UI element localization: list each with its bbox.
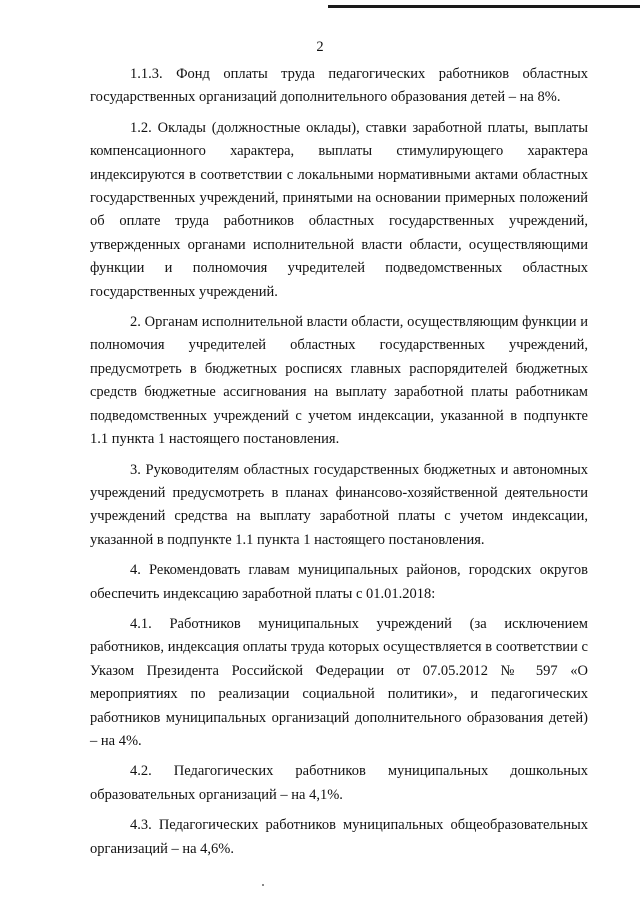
- paragraph-1-2: 1.2. Оклады (должностные оклады), ставки заработной платы, выплаты компенсационного характера, выплаты стимулирующего характера индексируются в соответствии с локальными нормативными актами областных государственных учреждений, принятыми на основании примерных положений об оплате труда работников областных государственных учреждений, утвержденных органами исполнительной власти области, осуществляющими функции и полномочия учредителей подведомственных областных государственных учреждений.: [90, 119, 588, 300]
- scan-speck: [262, 884, 264, 886]
- paragraph-4-3: 4.3. Педагогических работников муниципальных общеобразовательных организаций – на 4,6%.: [90, 817, 588, 857]
- paragraph-3: 3. Руководителям областных государственных бюджетных и автономных учреждений предусмотреть в планах финансово-хозяйственной деятельности учреждений средства на выплату заработной платы с учетом индексации, указанной в подпункте 1.1 пункта 1 настоящего постановления.: [90, 461, 588, 548]
- paragraph-1-1-3: 1.1.3. Фонд оплаты труда педагогических работников областных государственных организаций дополнительного образования детей – на 8%.: [90, 66, 588, 106]
- paragraph-2: 2. Органам исполнительной власти области, осуществляющим функции и полномочия учредителей областных государственных учреждений, предусмотреть в бюджетных росписях главных распорядителей бюджетных средств бюджетные ассигнования на выплату заработной платы работникам подведомственных учреждений с учетом индексации, указанной в подпункте 1.1 пункта 1 настоящего постановления.: [90, 314, 588, 448]
- paragraph-4: 4. Рекомендовать главам муниципальных районов, городских округов обеспечить индексацию заработной платы с 01.01.2018:: [90, 562, 588, 602]
- page-number: 2: [316, 39, 324, 55]
- document-body: [90, 63, 588, 861]
- paragraph-4-1: 4.1. Работников муниципальных учреждений (за исключением работников, индексация оплаты труда которых осуществляется в соответствии с Указом Президента Российской Федерации от 07.05.2012 № 597 «О мероприятиях по реализации социальной политики», и педагогических работников муниципальных организаций дополнительного образования детей) – на 4%.: [90, 615, 588, 749]
- paragraph-4-2: 4.2. Педагогических работников муниципальных дошкольных образовательных организаций – на 4,1%.: [90, 763, 588, 803]
- top-edge-rule: [328, 5, 640, 8]
